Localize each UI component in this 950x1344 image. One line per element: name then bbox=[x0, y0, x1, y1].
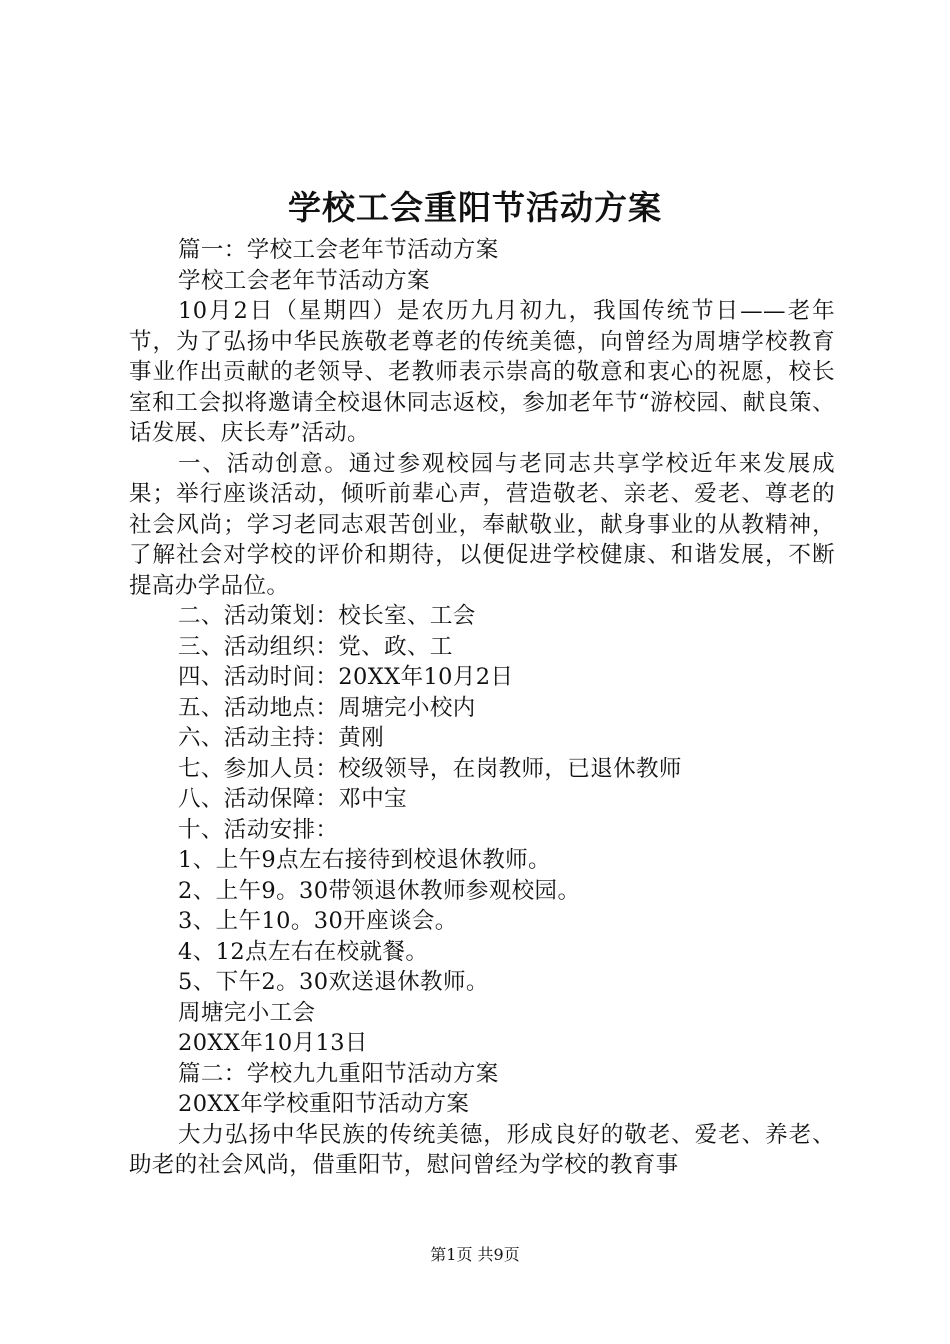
list-item: 五、活动地点：周塘完小校内 bbox=[178, 694, 476, 721]
section-heading: 篇一：学校工会老年节活动方案 bbox=[178, 237, 499, 263]
list-item: 七、参加人员：校级领导，在岗教师，已退休教师 bbox=[178, 755, 682, 782]
schedule-item: 1、上午9点左右接待到校退休教师。 bbox=[178, 847, 551, 873]
schedule-item: 3、上午10。30开座谈会。 bbox=[178, 908, 458, 934]
document-title: 学校工会重阳节活动方案 bbox=[288, 188, 662, 227]
list-item: 二、活动策划：校长室、工会 bbox=[178, 603, 476, 629]
schedule-item: 4、12点左右在校就餐。 bbox=[178, 938, 429, 965]
paragraph: 大力弘扬中华民族的传统美德，形成良好的敬老、爱老、养老、助老的社会风尚，借重阳节，慰问曾经为学校的教育事 bbox=[129, 1121, 835, 1178]
schedule-item: 2、上午9。30带领退休教师参观校园。 bbox=[178, 877, 581, 904]
paragraph: 10月2日（星期四）是农历九月初九，我国传统节日——老年节，为了弘扬中华民族敬老尊老的传统美德，向曾经为周塘学校教育事业作出贡献的老领导、老教师表示崇高的敬意和衷心的祝愿，校长室和工会拟将邀请全校退休同志返校，参加老年节“游校园、献良策、话发展、庆长寿”活动。 bbox=[129, 298, 835, 446]
schedule-item: 5、下午2。30欢送退休教师。 bbox=[178, 969, 489, 995]
paragraph: 一、活动创意。通过参观校园与老同志共享学校近年来发展成果；举行座谈活动，倾听前辈心声，营造敬老、亲老、爱老、尊老的社会风尚；学习老同志艰苦创业，奉献敬业，献身事业的从教精神，了解社会对学校的评价和期待，以便促进学校健康、和谐发展，不断提高办学品位。 bbox=[129, 450, 835, 599]
document-body bbox=[129, 235, 835, 1181]
list-item: 六、活动主持：黄刚 bbox=[178, 725, 385, 751]
signature-org: 周塘完小工会 bbox=[178, 999, 316, 1026]
list-item: 四、活动时间：20XX年10月2日 bbox=[178, 664, 514, 690]
signature-date: 20XX年10月13日 bbox=[178, 1030, 368, 1056]
list-item: 八、活动保障：邓中宝 bbox=[178, 786, 408, 812]
section-subtitle: 20XX年学校重阳节活动方案 bbox=[178, 1091, 470, 1117]
page-number: 第1页 共9页 bbox=[430, 1245, 520, 1264]
list-item: 十、活动安排： bbox=[178, 816, 339, 843]
section-subtitle: 学校工会老年节活动方案 bbox=[178, 267, 430, 294]
list-item: 三、活动组织：党、政、工 bbox=[178, 633, 453, 660]
section-heading: 篇二：学校九九重阳节活动方案 bbox=[178, 1060, 499, 1087]
